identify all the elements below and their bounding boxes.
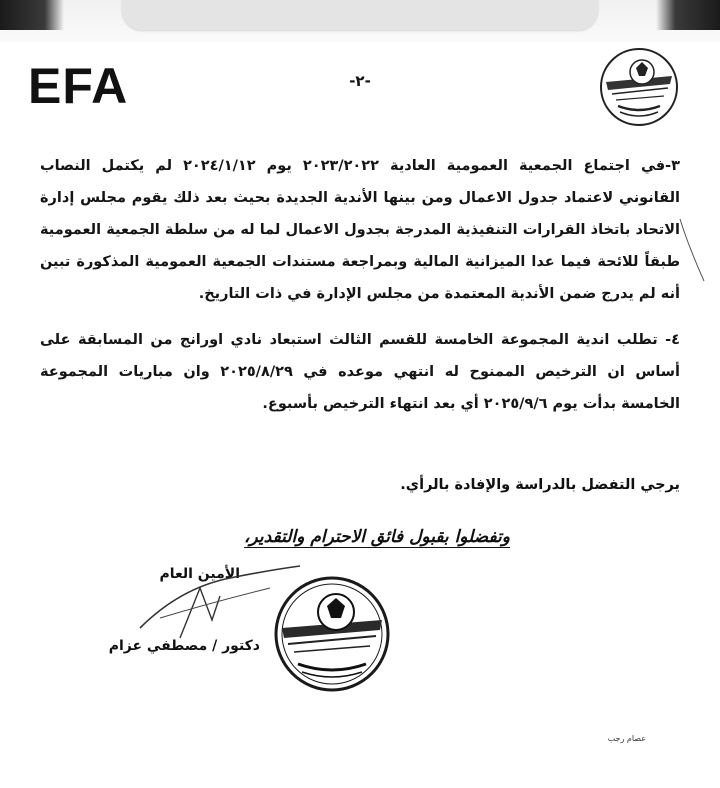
- page-number: -٢-: [349, 72, 371, 90]
- signatory-name: دكتور / مصطفي عزام: [108, 638, 260, 654]
- efa-logo: EFA: [28, 58, 129, 114]
- efa-emblem-icon: [598, 46, 680, 128]
- item-3-paragraph: ٣-في اجتماع الجمعية العمومية العادية ٢٠٢٣/٢٠٢٢ يوم ٢٠٢٤/١/١٢ لم يكتمل النصاب القانوني لاعتماد جدول الاعمال ومن بينها الأندية الجديدة بحيث بعد ذلك يقوم مجلس إدارة الاتحاد باتخاذ القرارات التنفيذية المدرجة بجدول الاعمال لما له من سلطة الجمعية العمومية طبقاً للائحة فيما عدا الميزانية المالية وبمراجعة مستندات الجمعية العمومية المذكورة تبين أنه لم يدرج ضمن الأندية المعتمدة من مجلس الإدارة في ذات التاريخ.: [40, 158, 680, 302]
- efa-official-stamp-icon: [272, 574, 392, 694]
- top-edge-band: [0, 0, 720, 42]
- signatory-title: الأمين العام: [159, 566, 240, 582]
- request-line: يرجي التفضل بالدراسة والإفادة بالرأي.: [400, 477, 680, 493]
- letter-body: [40, 150, 680, 420]
- closing-line: وتفضلوا بقبول فائق الاحترام والتقدير،: [244, 527, 510, 547]
- margin-pen-mark-icon: [676, 215, 706, 285]
- item-4-paragraph: ٤- تطلب اندية المجموعة الخامسة للقسم الثالث استبعاد نادي اورانج من المسابقة على أساس ان الترخيص الممنوح له انتهي موعده في ٢٠٢٥/٨/٢٩ وان مباريات المجموعة الخامسة بدأت يوم ٢٠٢٥/٩/٦ أي بعد انتهاء الترخيص بأسبوع.: [40, 332, 681, 412]
- top-tab-shape: [122, 0, 598, 30]
- top-left-shadow: [0, 0, 64, 30]
- footer-initials: عصام رجب: [607, 734, 646, 743]
- top-right-shadow: [656, 0, 720, 30]
